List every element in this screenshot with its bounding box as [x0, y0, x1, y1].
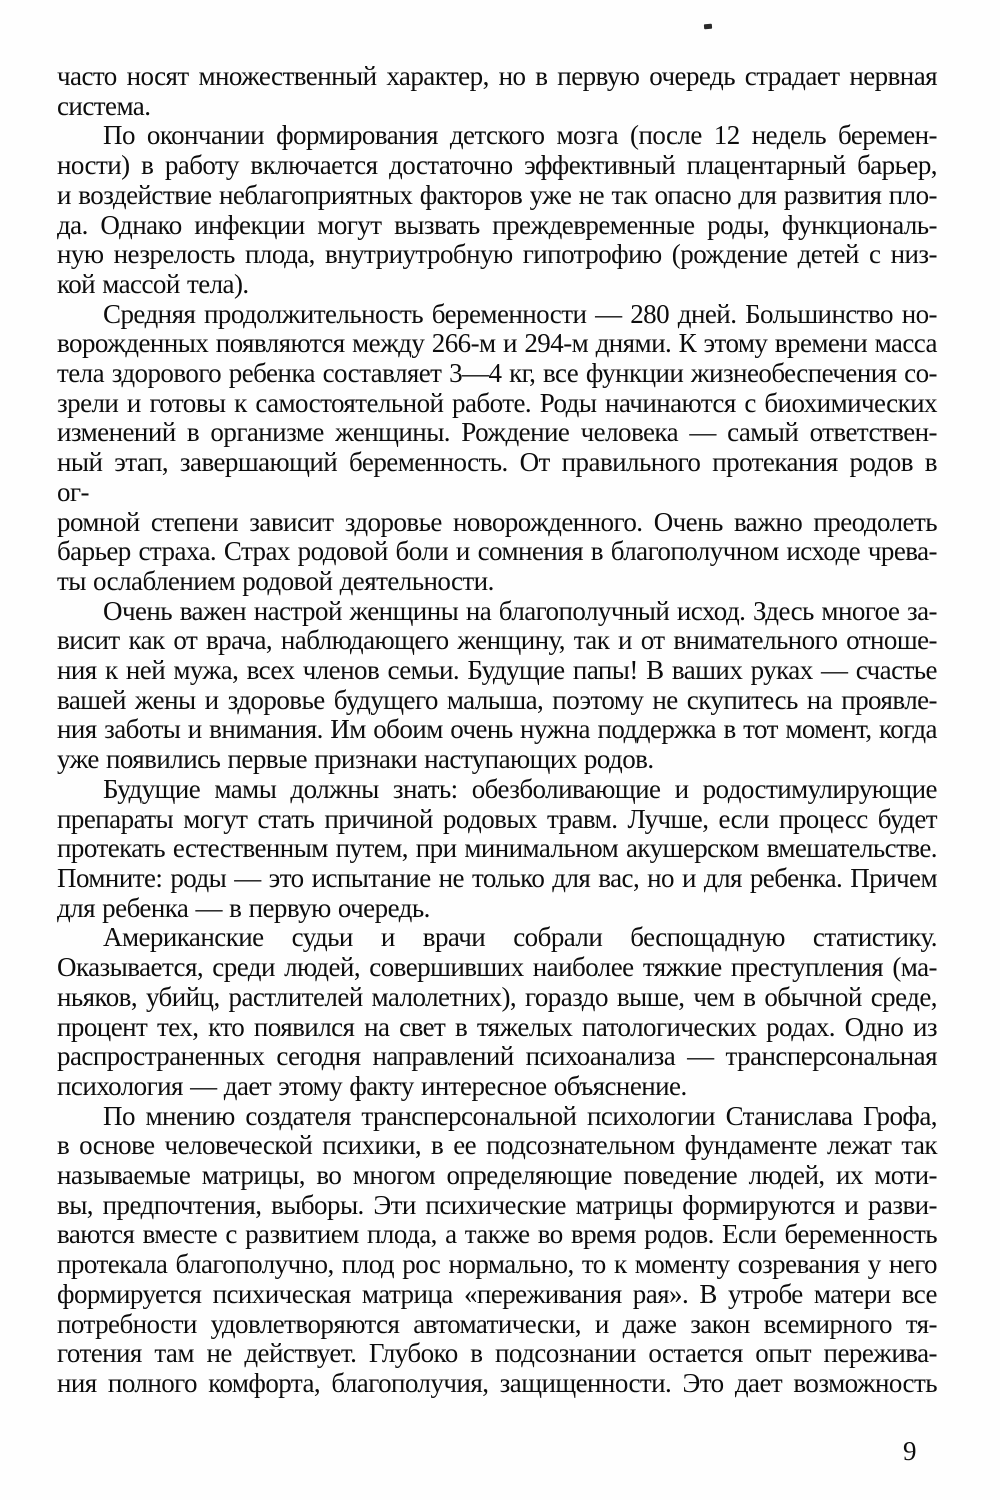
text-line: барьер страха. Страх родовой боли и сомнения в благополучном исходе чрева-: [57, 536, 937, 567]
text-line: для ребенка — в первую очередь.: [57, 892, 430, 923]
text-line: в основе человеческой психики, в ее подсознательном фундаменте лежат так: [57, 1130, 937, 1161]
text-line: и воздействие неблагоприятных факторов уже не так опасно для развития пло-: [57, 179, 937, 210]
text-line: Американские судьи и врачи собрали беспощадную статистику.: [103, 922, 937, 953]
text-line: готения там не действует. Глубоко в подсознании остается опыт пережива-: [57, 1338, 937, 1369]
text-line: препараты могут стать причиной родовых травм. Лучше, если процесс будет: [57, 803, 937, 834]
text-line: ромной степени зависит здоровье новорожденного. Очень важно преодолеть: [57, 506, 937, 537]
scan-artifact-speck: [704, 24, 712, 30]
text-line: ворожденных появляются между 266-м и 294-м днями. К этому времени масса: [57, 328, 937, 359]
text-line: протекала благополучно, плод рос нормально, то к моменту созревания у него: [57, 1249, 937, 1280]
text-line: часто носят множественный характер, но в первую очередь страдает нервная: [57, 61, 937, 91]
page-text-block: [57, 62, 937, 1399]
text-line: ния полного комфорта, благополучия, защищенности. Это дает возможность: [57, 1367, 937, 1398]
text-line: называемые матрицы, во многом определяющие поведение людей, их моти-: [57, 1160, 937, 1191]
text-line: формируется психическая матрица «переживания рая». В утробе матери все: [57, 1278, 937, 1309]
text-line: Очень важен настрой женщины на благополучный исход. Здесь многое за-: [103, 595, 937, 626]
text-line: висит как от врача, наблюдающего женщину, так и от внимательного отноше-: [57, 625, 937, 656]
text-line: ния к ней мужа, всех членов семьи. Будущие папы! В ваших руках — счастье: [57, 655, 937, 686]
text-line: уже появились первые признаки наступающих родов.: [57, 744, 654, 775]
text-line: ности) в работу включается достаточно эффективный плацентарный барьер,: [57, 150, 937, 181]
text-line: вашей жены и здоровье будущего малыша, поэтому не скупитесь на проявле-: [57, 684, 937, 715]
text-line: да. Однако инфекции могут вызвать преждевременные роды, функциональ-: [57, 209, 937, 240]
text-line: психология — дает этому факту интересное объяснение.: [57, 1070, 687, 1101]
text-line: тела здорового ребенка составляет 3—4 кг, все функции жизнеобеспечения со-: [57, 358, 937, 389]
text-line: ньяков, убийц, растлителей малолетних), гораздо выше, чем в обычной среде,: [57, 981, 937, 1012]
page-number: 9: [903, 1436, 917, 1466]
text-line: Средняя продолжительность беременности — 280 дней. Большинство но-: [103, 298, 937, 329]
text-line: ваются вместе с развитием плода, а также во время родов. Если беременность: [57, 1219, 937, 1250]
text-line: По окончании формирования детского мозга (после 12 недель беремен-: [103, 120, 937, 151]
text-line: протекать естественным путем, при минимальном акушерском вмешательстве.: [57, 833, 937, 864]
text-line: изменений в организме женщины. Рождение человека — самый ответствен-: [57, 417, 937, 448]
text-line: зрели и готовы к самостоятельной работе. Роды начинаются с биохимических: [57, 387, 937, 418]
text-line: кой массой тела).: [57, 268, 249, 299]
text-line: Оказывается, среди людей, совершивших наиболее тяжкие преступления (ма-: [57, 952, 937, 983]
text-line: система.: [57, 90, 151, 121]
text-line: ную незрелость плода, внутриутробную гипотрофию (рождение детей с низ-: [57, 239, 937, 270]
text-line: ный этап, завершающий беременность. От правильного протекания родов в ог-: [57, 447, 937, 507]
text-line: Помните: роды — это испытание не только для вас, но и для ребенка. Причем: [57, 862, 937, 893]
text-line: вы, предпочтения, выборы. Эти психические матрицы формируются и разви-: [57, 1189, 937, 1220]
text-line: процент тех, кто появился на свет в тяжелых патологических родах. Одно из: [57, 1011, 937, 1042]
text-line: Будущие мамы должны знать: обезболивающие и родостимулирующие: [103, 773, 937, 804]
text-line: ты ослаблением родовой деятельности.: [57, 565, 494, 596]
text-line: распространенных сегодня направлений психоанализа — трансперсональная: [57, 1041, 937, 1072]
text-line: По мнению создателя трансперсональной психологии Станислава Грофа,: [103, 1100, 937, 1131]
text-line: потребности удовлетворяются автоматически, и даже закон всемирного тя-: [57, 1308, 937, 1339]
text-line: ния заботы и внимания. Им обоим очень нужна поддержка в тот момент, когда: [57, 714, 937, 745]
